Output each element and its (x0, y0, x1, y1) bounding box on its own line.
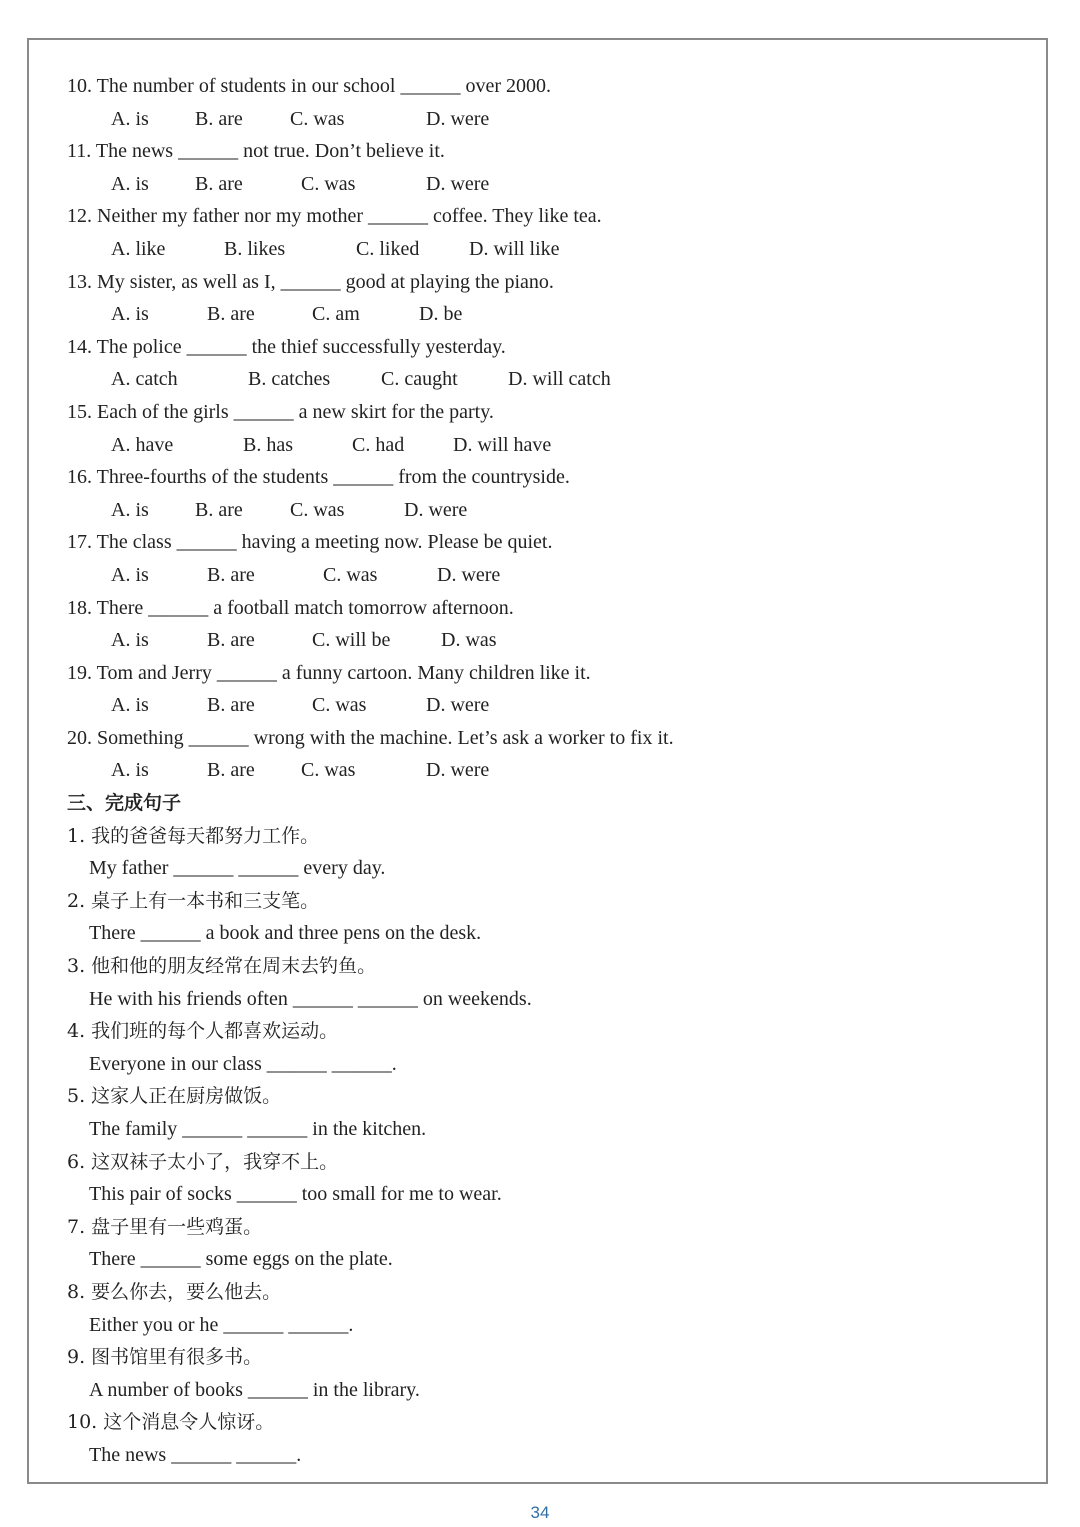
question-options (67, 363, 1027, 396)
sentence-english: There ______ a book and three pens on the desk. (89, 922, 482, 945)
question-options (67, 103, 1027, 136)
sentence-chinese: 10. 这个消息令人惊讶。 (67, 1411, 275, 1434)
option-c: C. am (312, 303, 360, 326)
question-options (67, 494, 1027, 527)
option-c: C. was (301, 172, 356, 195)
option-c: C. was (290, 498, 345, 521)
option-a: A. is (111, 759, 149, 782)
sentence-chinese: 4. 我们班的每个人都喜欢运动。 (67, 1020, 339, 1043)
option-c: C. was (323, 563, 378, 586)
question-stem: 16. Three-fourths of the students ______ from the countryside. (67, 466, 570, 489)
option-a: A. catch (111, 368, 178, 391)
option-a: A. is (111, 563, 149, 586)
question-stem: 18. There ______ a football match tomorrow afternoon. (67, 596, 514, 619)
option-c: C. was (312, 694, 367, 717)
option-d: D. were (404, 498, 468, 521)
option-d: D. were (426, 694, 490, 717)
sentence-english: A number of books ______ in the library. (89, 1378, 420, 1401)
section-title: 三、完成句子 (67, 792, 182, 815)
option-b: B. are (195, 107, 243, 130)
sentence-english: Either you or he ______ ______. (89, 1313, 354, 1336)
option-b: B. are (207, 563, 255, 586)
option-d: D. will like (469, 237, 560, 260)
question-stem: 14. The police ______ the thief successfully yesterday. (67, 335, 506, 358)
sentence-chinese: 1. 我的爸爸每天都努力工作。 (67, 824, 320, 847)
question-options (67, 624, 1027, 657)
sentence-chinese: 5. 这家人正在厨房做饭。 (67, 1085, 282, 1108)
option-b: B. are (207, 303, 255, 326)
sentence-chinese: 2. 桌子上有一本书和三支笔。 (67, 889, 320, 912)
sentence-chinese: 7. 盘子里有一些鸡蛋。 (67, 1215, 263, 1238)
option-a: A. is (111, 107, 149, 130)
option-c: C. will be (312, 629, 391, 652)
option-d: D. were (426, 107, 490, 130)
option-d: D. will catch (508, 368, 611, 391)
option-c: C. had (352, 433, 405, 456)
question-stem: 20. Something ______ wrong with the machine. Let’s ask a worker to fix it. (67, 726, 674, 749)
sentence-english: There ______ some eggs on the plate. (89, 1248, 393, 1271)
sentence-english: Everyone in our class ______ ______. (89, 1052, 397, 1075)
question-options (67, 168, 1027, 201)
option-a: A. is (111, 172, 149, 195)
sentence-english: This pair of socks ______ too small for me to wear. (89, 1183, 502, 1206)
page-frame (27, 38, 1048, 1484)
option-d: D. were (437, 563, 501, 586)
sentence-chinese: 8. 要么你去，要么他去。 (67, 1280, 282, 1303)
question-stem: 17. The class ______ having a meeting now. Please be quiet. (67, 531, 553, 554)
option-a: A. like (111, 237, 166, 260)
question-options (67, 689, 1027, 722)
option-b: B. are (207, 629, 255, 652)
worksheet-content (67, 70, 1027, 1472)
question-options (67, 298, 1027, 331)
sentence-chinese: 3. 他和他的朋友经常在周末去钓鱼。 (67, 955, 377, 978)
option-a: A. have (111, 433, 174, 456)
option-d: D. will have (453, 433, 552, 456)
option-a: A. is (111, 303, 149, 326)
question-stem: 13. My sister, as well as I, ______ good at playing the piano. (67, 270, 554, 293)
option-a: A. is (111, 498, 149, 521)
sentence-english: He with his friends often ______ ______ on weekends. (89, 987, 532, 1010)
option-c: C. liked (356, 237, 420, 260)
option-b: B. likes (224, 237, 286, 260)
option-b: B. are (207, 759, 255, 782)
question-stem: 11. The news ______ not true. Don’t believe it. (67, 140, 445, 163)
option-b: B. are (207, 694, 255, 717)
question-options (67, 559, 1027, 592)
question-stem: 15. Each of the girls ______ a new skirt for the party. (67, 400, 494, 423)
option-d: D. was (441, 629, 497, 652)
option-b: B. are (195, 172, 243, 195)
option-b: B. has (243, 433, 293, 456)
question-options (67, 754, 1027, 787)
sentence-chinese: 9. 图书馆里有很多书。 (67, 1346, 263, 1369)
question-options (67, 429, 1027, 462)
question-stem: 10. The number of students in our school ______ over 2000. (67, 75, 552, 97)
option-b: B. are (195, 498, 243, 521)
option-c: C. was (290, 107, 345, 130)
option-d: D. were (426, 172, 490, 195)
sentence-english: The family ______ ______ in the kitchen. (89, 1118, 427, 1140)
option-d: D. be (419, 303, 463, 326)
option-a: A. is (111, 694, 149, 717)
option-d: D. were (426, 759, 490, 782)
option-b: B. catches (248, 368, 331, 391)
page-number: 34 (530, 1503, 550, 1522)
option-c: C. caught (381, 368, 458, 391)
question-options (67, 233, 1027, 266)
sentence-english: My father ______ ______ every day. (89, 857, 386, 880)
option-c: C. was (301, 759, 356, 782)
question-stem: 12. Neither my father nor my mother ______ coffee. They like tea. (67, 205, 602, 228)
question-stem: 19. Tom and Jerry ______ a funny cartoon. Many children like it. (67, 661, 591, 684)
sentence-chinese: 6. 这双袜子太小了，我穿不上。 (67, 1150, 339, 1173)
option-a: A. is (111, 629, 149, 652)
sentence-english: The news ______ ______. (89, 1443, 302, 1466)
